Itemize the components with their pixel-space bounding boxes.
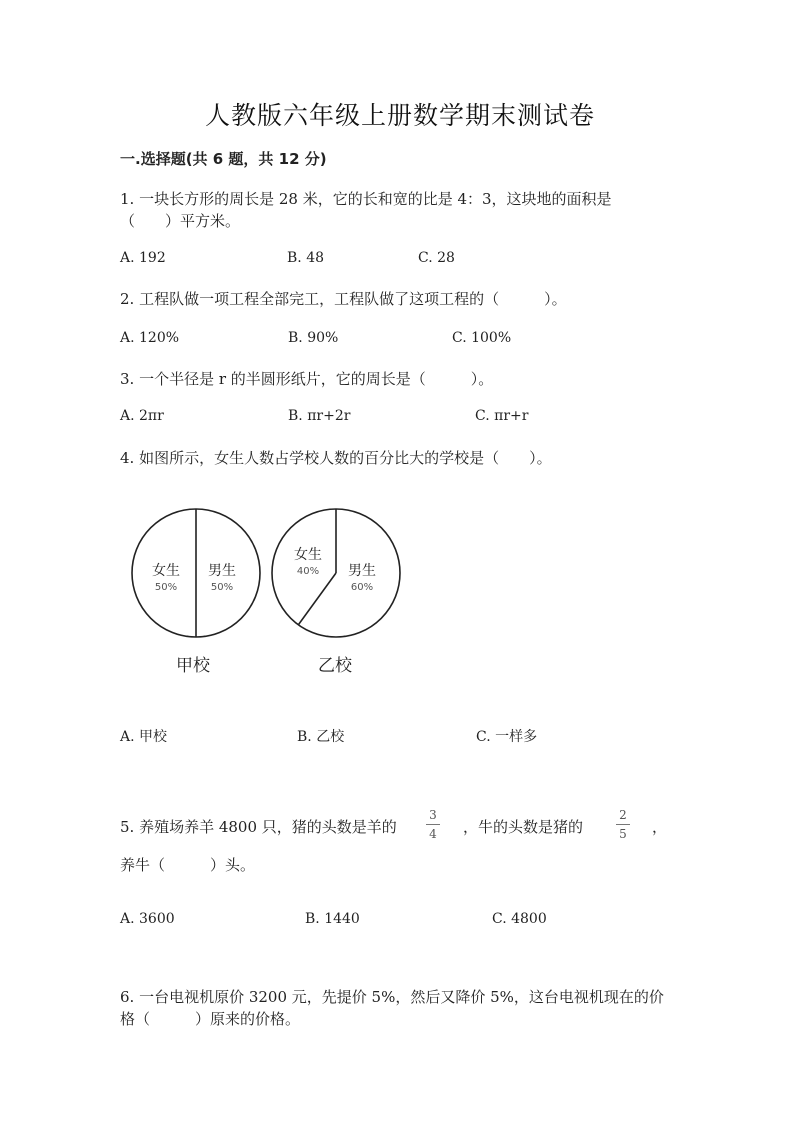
pie-1-slice-1-label: 男生: [348, 563, 376, 579]
fraction-2-numerator: 2: [619, 808, 627, 822]
question-1-stem-line1: 1. 一块长方形的周长是 28 米，它的长和宽的比是 4：3，这块地的面积是: [120, 190, 612, 208]
fraction-1-bar: [426, 824, 440, 825]
fraction-2-denominator: 5: [619, 827, 627, 841]
question-1-option-c: C. 28: [418, 250, 455, 266]
question-5-option-a: A. 3600: [120, 911, 175, 927]
pie-1-slice-0-value: 40%: [296, 566, 320, 577]
question-2-option-a: A. 120%: [120, 330, 180, 346]
question-1-option-b: B. 48: [287, 250, 325, 266]
pie-0-slice-1-value: 50%: [210, 582, 234, 593]
question-5-stem-part3: ，: [652, 818, 668, 836]
question-3-option-a: A. 2πr: [120, 408, 164, 424]
fraction-1-denominator: 4: [429, 827, 437, 841]
pie-1-slice-1-value: 60%: [350, 582, 374, 593]
question-5-stem-line2: 养牛（ ）头。: [120, 856, 256, 874]
fraction-three-quarters: [426, 808, 440, 841]
question-6-stem-line2: 格（ ）原来的价格。: [120, 1010, 301, 1028]
page-title: 人教版六年级上册数学期末测试卷: [204, 101, 595, 130]
question-3-option-c: C. πr+r: [475, 408, 529, 424]
question-5-option-c: C. 4800: [492, 911, 547, 927]
question-2-stem: 2. 工程队做一项工程全部完工，工程队做了这项工程的（ ）。: [120, 290, 567, 308]
fraction-1-numerator: 3: [429, 808, 437, 822]
question-3-stem: 3. 一个半径是 r 的半圆形纸片，它的周长是（ ）。: [120, 370, 494, 388]
pie-charts-svg: [128, 505, 418, 645]
pie-caption-jia: 甲校: [176, 656, 210, 676]
question-4-option-c: C. 一样多: [476, 729, 538, 745]
question-4-option-a: A. 甲校: [120, 729, 168, 745]
pie-0-slice-0-value: 50%: [154, 582, 178, 593]
question-4-option-b: B. 乙校: [297, 729, 345, 745]
question-1-stem-line2: （ ）平方米。: [120, 212, 241, 230]
question-1-option-a: A. 192: [120, 250, 166, 266]
question-5-stem-part2: ，牛的头数是猪的: [463, 818, 584, 836]
question-3-option-b: B. πr+2r: [288, 408, 351, 424]
pie-0-slice-0-label: 女生: [152, 563, 180, 579]
pie-caption-yi: 乙校: [318, 656, 352, 676]
pie-charts-figure: [128, 505, 418, 685]
question-6-stem-line1: 6. 一台电视机原价 3200 元，先提价 5%，然后又降价 5%，这台电视机现在的价: [120, 988, 664, 1006]
question-4-stem: 4. 如图所示，女生人数占学校人数的百分比大的学校是（ ）。: [120, 449, 552, 467]
question-5-option-b: B. 1440: [305, 911, 360, 927]
fraction-2-bar: [616, 824, 630, 825]
question-2-option-c: C. 100%: [452, 330, 512, 346]
pie-0-slice-1-label: 男生: [208, 563, 236, 579]
section-heading: 一.选择题(共 6 题，共 12 分): [120, 150, 327, 168]
pie-1-slice-0-label: 女生: [294, 547, 322, 563]
question-5-stem-part1: 5. 养殖场养羊 4800 只，猪的头数是羊的: [120, 818, 397, 836]
fraction-two-fifths: [616, 808, 630, 841]
question-2-option-b: B. 90%: [288, 330, 339, 346]
